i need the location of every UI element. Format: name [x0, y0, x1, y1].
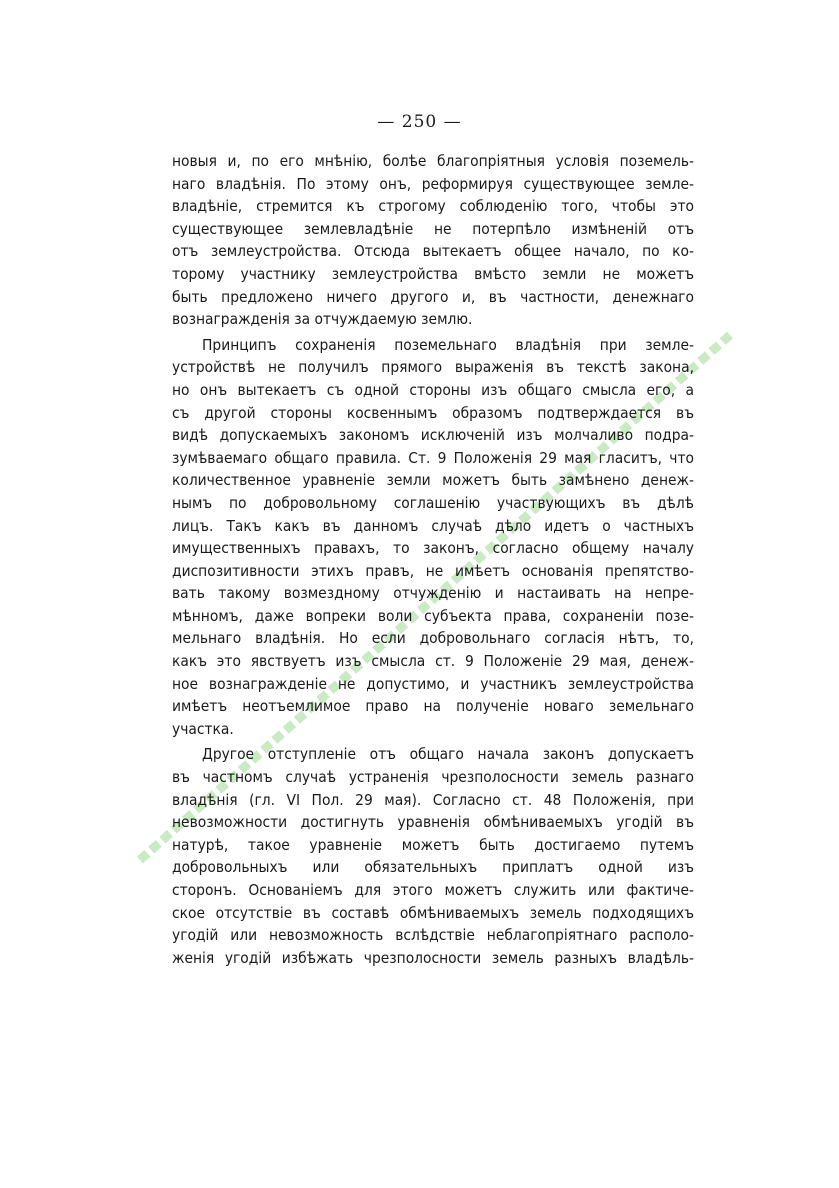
text-line: съ другой стороны косвеннымъ образомъ подтверждается въ — [172, 403, 694, 422]
text-line: натурѣ, такое уравненіе можетъ быть достигаемо путемъ — [172, 835, 694, 854]
text-line: въ частномъ случаѣ устраненія чрезполосности земель разнаго — [172, 768, 694, 787]
text-line: Принципъ сохраненія поземельнаго владѣнія при земле- — [202, 335, 694, 354]
text-line: новыя и, по его мнѣнію, болѣе благопріятныя условія поземель- — [172, 152, 694, 170]
text-line: сторонъ. Основаніемъ для этого можетъ служить или фактиче- — [172, 881, 694, 899]
text-line: вознагражденія за отчуждаемую землю. — [172, 310, 473, 329]
paragraph-1 — [172, 150, 694, 331]
paragraph-3 — [172, 743, 694, 969]
text-line: ское отсутствіе въ составѣ обмѣниваемыхъ земель подходящихъ — [172, 903, 694, 922]
text-line: имущественныхъ правахъ, то законъ, согласно общему началу — [172, 539, 694, 558]
text-line: ное вознагражденіе не допустимо, и участникъ землеустройства — [172, 674, 694, 693]
paragraph-2 — [172, 334, 694, 741]
text-line: Другое отступленіе отъ общаго начала законъ допускаетъ — [202, 745, 694, 764]
text-line: количественное уравненіе земли можетъ быть замѣнено денеж- — [172, 471, 694, 490]
text-line: отъ землеустройства. Отсюда вытекаетъ общее начало, по ко- — [172, 242, 694, 261]
text-line: женія угодій избѣжать чрезполосности земель разныхъ владѣль- — [172, 948, 694, 967]
text-line: мельнаго владѣнія. Но если добровольнаго согласія нѣтъ, то, — [172, 629, 694, 648]
text-line: владѣніе, стремится къ строгому соблюденію того, чтобы это — [172, 197, 694, 216]
text-line: быть предложено ничего другого и, въ частности, денежнаго — [172, 287, 694, 306]
text-line: существующее землевладѣніе не потерпѣло измѣненій отъ — [172, 219, 694, 238]
text-line: угодій или невозможность вслѣдствіе неблагопріятнаго располо- — [172, 926, 694, 945]
text-line: видѣ допускаемыхъ закономъ исключеній изъ молчаливо подра- — [172, 426, 694, 445]
text-line: но онъ вытекаетъ съ одной стороны изъ общаго смысла его, а — [172, 380, 694, 399]
text-line: торому участнику землеустройства вмѣсто земли не можетъ — [172, 264, 694, 283]
text-line: имѣетъ неотъемлимое право на полученіе новаго земельнаго — [172, 697, 694, 716]
text-line: наго владѣнія. По этому онъ, реформируя существующее земле- — [172, 174, 694, 193]
text-line: участка. — [172, 719, 234, 738]
text-line: вать такому возмездному отчужденію и настаивать на непре- — [172, 584, 694, 603]
text-line: мѣнномъ, даже вопреки воли субъекта права, сохраненіи позе- — [172, 606, 694, 625]
text-line: диспозитивности этихъ правъ, не имѣетъ основанія препятство- — [172, 561, 694, 580]
text-line: лицъ. Такъ какъ въ данномъ случаѣ дѣло идетъ о частныхъ — [172, 516, 694, 535]
text-line: владѣнія (гл. VI Пол. 29 мая). Согласно ст. 48 Положенія, при — [172, 790, 694, 809]
page-body — [172, 150, 694, 969]
text-line: устройствѣ не получилъ прямого выраженія въ текстѣ закона, — [172, 358, 694, 377]
text-line: нымъ по добровольному соглашенію участвующихъ въ дѣлѣ — [172, 493, 694, 512]
text-line: зумѣваемаго общаго правила. Ст. 9 Положенія 29 мая гласитъ, что — [172, 448, 694, 467]
text-line: добровольныхъ или обязательныхъ приплатъ одной изъ — [172, 858, 694, 877]
text-line: какъ это явствуетъ изъ смысла ст. 9 Положеніе 29 мая, денеж- — [172, 652, 694, 671]
page-number: — 250 — — [377, 112, 462, 132]
text-line: невозможности достигнуть уравненія обмѣниваемыхъ угодій въ — [172, 813, 694, 832]
